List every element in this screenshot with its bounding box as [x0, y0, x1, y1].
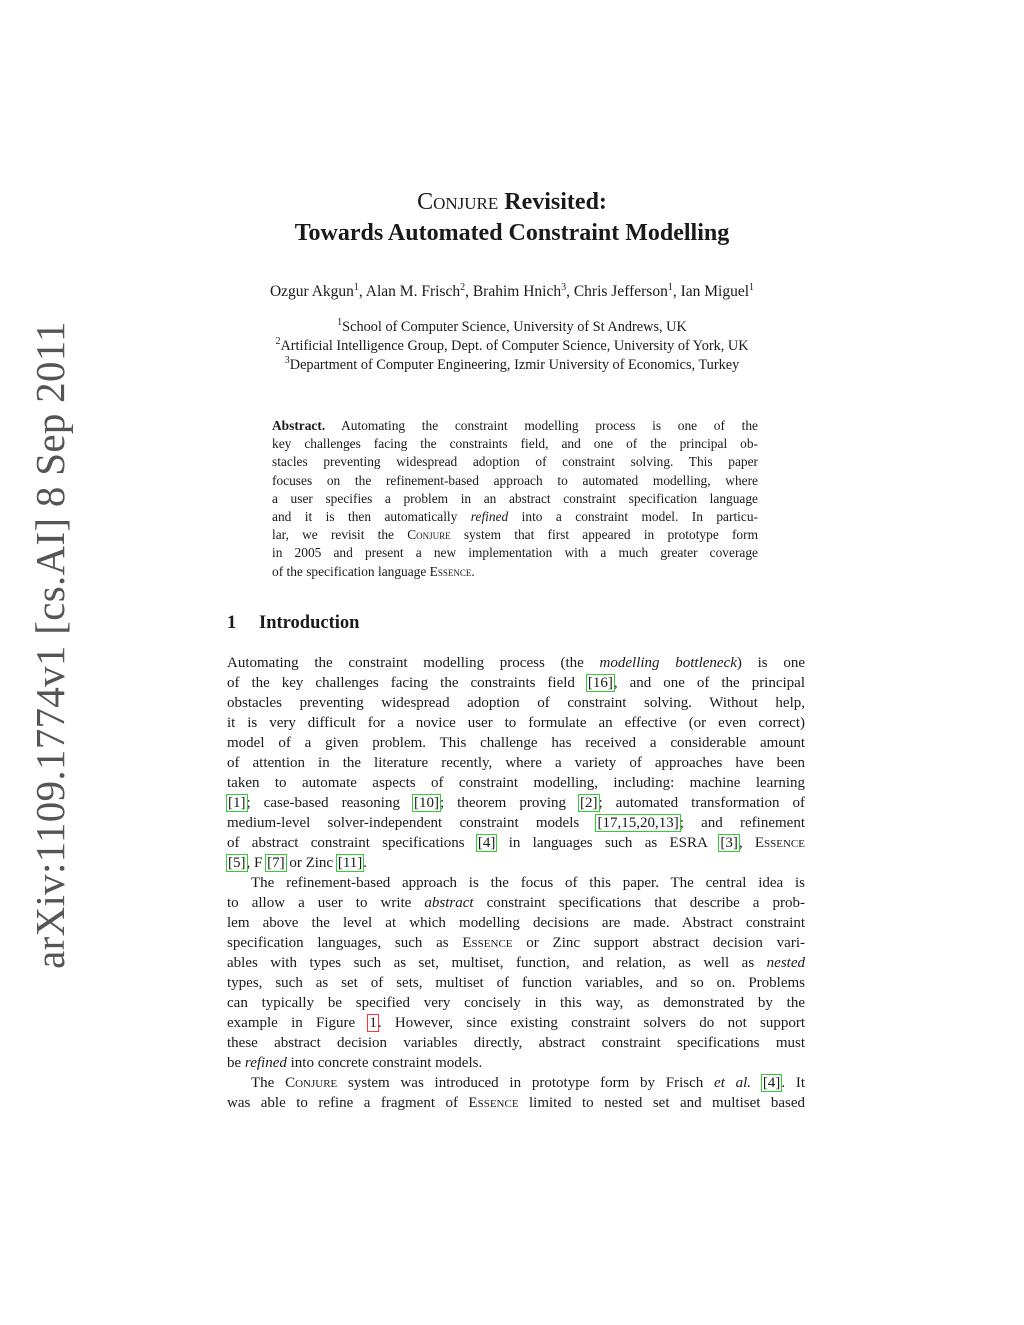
system-name: Conjure [407, 527, 451, 543]
section-number: 1 [227, 613, 237, 633]
body-line [227, 893, 805, 913]
body-text: of the key challenges facing the constraints field [227, 675, 587, 691]
body-text: ) is one [736, 655, 805, 671]
body-text: . It [781, 1075, 805, 1091]
arxiv-identifier: arXiv:1109.1774v1 [cs.AI] 8 Sep 2011 [27, 321, 73, 969]
body-text: of abstract constraint specifications [227, 835, 477, 851]
citation-link[interactable]: [3] [720, 835, 738, 851]
language-name: Essence [468, 1095, 519, 1111]
abstract-emphasis: refined [470, 508, 509, 524]
body-line [227, 653, 805, 673]
author-list: Ozgur Akgun$^1$, Alan M. Frisch$^2$, Brahim Hnich$^3$, Chris Jefferson$^1$, Ian Miguel$^1$ [269, 281, 755, 300]
citation-link[interactable]: [10] [413, 795, 439, 811]
abstract-text: lar, we revisit the [272, 527, 408, 543]
abstract-line: stacles preventing widespread adoption of constraint solving. This paper [272, 454, 758, 470]
body-text: in languages such as ESRA [496, 835, 720, 851]
author-affiliation-mark: 1 [353, 281, 359, 293]
abstract-text: . [471, 563, 475, 579]
body-text: to allow a user to write [227, 895, 425, 911]
body-text: The [251, 1075, 286, 1091]
section-title: Introduction [259, 613, 360, 633]
body-line [227, 933, 805, 953]
body-line [227, 1073, 805, 1093]
citation-link[interactable]: [5] [228, 855, 246, 871]
body-line: can typically be specified very concisely in this way, as demonstrated by the [227, 995, 805, 1011]
body-emphasis: modelling bottleneck [599, 655, 737, 671]
body-text: ; case-based reasoning [246, 795, 413, 811]
body-line: obstacles preventing widespread adoption of constraint solving. Without help, [227, 695, 805, 711]
language-name: Essence [429, 563, 472, 579]
affiliation-text: Artificial Intelligence Group, Dept. of Computer Science, University of York, UK [280, 338, 749, 354]
body-line [227, 833, 805, 853]
body-line: The refinement-based approach is the focus of this paper. The central idea is [251, 875, 805, 891]
citation-link[interactable]: [1] [228, 795, 246, 811]
affiliation [0, 318, 1024, 337]
body-text: . [363, 855, 368, 871]
body-text: specification languages, such as [227, 935, 463, 951]
body-line: lem above the level at which modelling decisions are made. Abstract constraint [227, 915, 805, 931]
author: Chris Jefferson [573, 283, 668, 300]
citation-link[interactable]: [4] [477, 835, 496, 851]
citation-link[interactable]: [2] [580, 795, 598, 811]
author: Alan M. Frisch [365, 283, 461, 300]
body-text: , and one of the principal [613, 675, 806, 691]
abstract-text: and it is then automatically [272, 508, 471, 524]
paper-title-line1 [0, 187, 1024, 218]
affiliation [0, 337, 1024, 356]
body-text: . However, since existing constraint solvers do not support [377, 1015, 805, 1031]
body-text: Automating the constraint modelling process (the [227, 655, 600, 671]
body-text: ables with types such as set, multiset, function, and relation, as well as [227, 955, 767, 971]
introduction-body [227, 653, 805, 1113]
body-emphasis: nested [766, 955, 805, 971]
author: Brahim Hnich [472, 283, 562, 300]
body-line: it is very difficult for a novice user to formulate an effective (or even correct) [227, 715, 805, 731]
system-name: Conjure [285, 1075, 338, 1091]
citation-link[interactable]: [17,15,20,13] [597, 815, 679, 831]
body-text: was able to refine a fragment of [227, 1095, 469, 1111]
body-text: limited to nested set and multiset based [518, 1095, 805, 1111]
abstract-label: Abstract. [272, 418, 326, 433]
author: Ozgur Akgun [269, 283, 354, 300]
abstract-line [272, 526, 758, 544]
paper-title-line2: Towards Automated Constraint Modelling [294, 220, 730, 246]
body-text: , F [246, 855, 267, 871]
citation-link[interactable]: [4] [762, 1075, 781, 1091]
author-affiliation-mark: 1 [749, 281, 755, 293]
citation-link[interactable]: [16] [587, 675, 613, 691]
title-system-name: Conjure [417, 189, 499, 215]
body-line: taken to automate aspects of constraint modelling, including: machine learning [227, 775, 805, 791]
body-emphasis: abstract [424, 895, 474, 911]
body-line [227, 1053, 805, 1073]
abstract-line: focuses on the refinement-based approach to automated modelling, where [272, 472, 758, 488]
body-line: model of a given problem. This challenge has received a considerable amount [227, 735, 805, 751]
affiliation-text: School of Computer Science, University of St Andrews, UK [342, 319, 687, 335]
author-affiliation-mark: 2 [460, 281, 466, 293]
body-line: of attention in the literature recently, where a variety of approaches have been [227, 755, 805, 771]
title-rest: Revisited: [498, 189, 607, 215]
body-line [227, 1093, 805, 1113]
body-text: system was introduced in prototype form by Frisch [337, 1075, 715, 1091]
body-text: , [738, 835, 755, 851]
body-text: or Zinc support abstract decision vari- [512, 935, 805, 951]
body-text: example in Figure [227, 1015, 369, 1031]
author: Ian Miguel [680, 283, 750, 300]
abstract-text: system that first appeared in prototype form [450, 527, 758, 543]
abstract-line [272, 508, 758, 526]
abstract-text: of the specification language [272, 563, 430, 579]
body-text: ; automated transformation of [598, 795, 805, 811]
affiliation-number: 1 [337, 317, 343, 329]
affiliation-number: 3 [284, 355, 290, 367]
abstract-line: in 2005 and present a new implementation with a much greater coverage [272, 545, 758, 561]
body-line [227, 793, 805, 813]
body-text: into concrete constraint models. [286, 1055, 483, 1071]
body-text: ; and refinement [679, 815, 805, 831]
abstract-line: key challenges facing the constraints field, and one of the principal ob- [272, 436, 758, 452]
abstract [272, 417, 758, 581]
language-name: Essence [754, 835, 805, 851]
affiliation-text: Department of Computer Engineering, Izmir University of Economics, Turkey [289, 357, 740, 373]
body-text: ; theorem proving [439, 795, 579, 811]
abstract-text: Automating the constraint modelling process is one of the [325, 418, 758, 433]
body-line [227, 1013, 805, 1033]
body-text: or Zinc [285, 855, 337, 871]
body-text: constraint specifications that describe a prob- [473, 895, 805, 911]
body-emphasis: et al. [714, 1075, 752, 1091]
body-line [227, 673, 805, 693]
abstract-text: into a constraint model. In particu- [508, 508, 758, 524]
body-line [227, 853, 805, 873]
abstract-line: a user specifies a problem in an abstract constraint specification language [272, 490, 758, 506]
affiliation [0, 356, 1024, 375]
body-line [227, 813, 805, 833]
author-affiliation-mark: 1 [667, 281, 673, 293]
citation-link[interactable]: [11] [337, 855, 363, 871]
affiliation-number: 2 [275, 336, 281, 348]
section-heading [227, 613, 359, 634]
figure-link[interactable]: 1 [369, 1015, 377, 1031]
abstract-line [272, 563, 758, 581]
body-text: medium-level solver-independent constraint models [227, 815, 597, 831]
citation-link[interactable]: [7] [267, 855, 285, 871]
body-line: types, such as set of sets, multiset of function variables, and so on. Problems [227, 975, 805, 991]
abstract-line [272, 417, 758, 435]
language-name: Essence [462, 935, 513, 951]
author-affiliation-mark: 3 [561, 281, 567, 293]
body-emphasis: refined [244, 1055, 287, 1071]
body-text: be [227, 1055, 245, 1071]
body-line: these abstract decision variables directly, abstract constraint specifications must [227, 1035, 805, 1051]
body-line [227, 953, 805, 973]
